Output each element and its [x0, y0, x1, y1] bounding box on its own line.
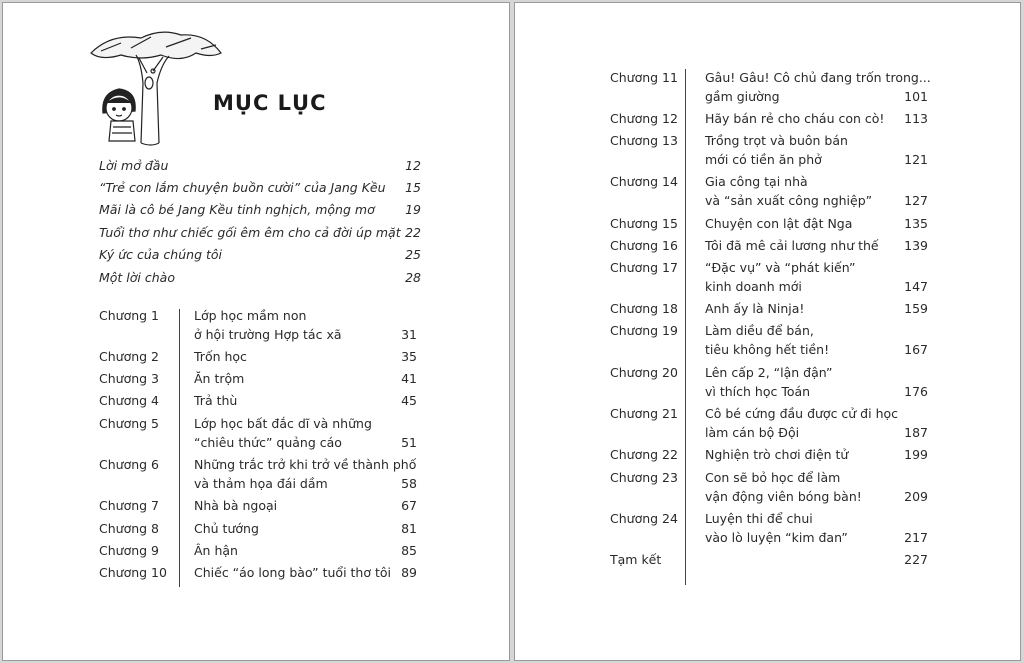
- chapter-label: Chương 2: [99, 349, 160, 364]
- chapter-title-line: Trốn học: [194, 349, 247, 364]
- chapter-title-line: Anh ấy là Ninja!: [705, 301, 805, 316]
- chapter-label: Chương 11: [610, 70, 678, 85]
- chapter-label: Chương 22: [610, 447, 678, 462]
- chapter-title-line: Chủ tướng: [194, 521, 259, 536]
- chapter-title-line: Ăn trộm: [194, 371, 245, 386]
- page-number: 22: [405, 225, 421, 240]
- page-number: 45: [401, 393, 417, 408]
- chapter-title-line: vì thích học Toán: [705, 384, 811, 399]
- chapter-label: Chương 1: [99, 308, 160, 323]
- page-number: 41: [401, 371, 417, 386]
- page-number: 51: [401, 435, 417, 450]
- chapter-label: Chương 13: [610, 133, 678, 148]
- chapter-title-line: ở hội trường Hợp tác xã: [194, 327, 342, 342]
- chapter-title-line: làm cán bộ Đội: [705, 425, 800, 440]
- chapter-label: Chương 16: [610, 238, 678, 253]
- chapter-label: Chương 8: [99, 521, 160, 536]
- chapter-title-line: Trồng trọt và buôn bán: [705, 133, 848, 148]
- page-number: 28: [405, 270, 421, 285]
- page-number: 15: [405, 180, 421, 195]
- page-number: 25: [405, 247, 421, 262]
- chapter-title-line: Luyện thi để chui: [705, 511, 813, 526]
- chapter-title-line: Làm diều để bán,: [705, 323, 814, 338]
- chapter-label: Chương 19: [610, 323, 678, 338]
- chapter-title-line: kinh doanh mới: [705, 279, 802, 294]
- chapter-title-line: Gia công tại nhà: [705, 174, 808, 189]
- chapter-label: Chương 12: [610, 111, 678, 126]
- page-number: 89: [401, 565, 417, 580]
- chapter-title-line: Chuyện con lật đật Nga: [705, 216, 853, 231]
- front-matter-title: “Trẻ con lắm chuyện buồn cười” của Jang Kều: [99, 180, 386, 195]
- chapter-label: Chương 7: [99, 498, 160, 513]
- page-number: 167: [904, 342, 928, 357]
- chapter-label: Chương 6: [99, 457, 160, 472]
- page-number: 127: [904, 193, 928, 208]
- page-number: 58: [401, 476, 417, 491]
- page-number: 12: [405, 158, 421, 173]
- front-matter-title: Ký ức của chúng tôi: [99, 247, 222, 262]
- chapter-title-line: và “sản xuất công nghiệp”: [705, 193, 873, 208]
- page-number: 187: [904, 425, 928, 440]
- chapter-title-line: Nghiện trò chơi điện tử: [705, 447, 849, 462]
- chapter-title-line: Lớp học mầm non: [194, 308, 307, 323]
- page-number: 121: [904, 152, 928, 167]
- page-number: 67: [401, 498, 417, 513]
- chapter-label: Chương 21: [610, 406, 678, 421]
- chapter-title-line: Trả thù: [194, 393, 238, 408]
- chapter-title-line: tiêu không hết tiền!: [705, 342, 830, 357]
- page-title: MỤC LỤC: [213, 91, 327, 115]
- column-divider: [179, 309, 180, 587]
- chapter-title-line: Chiếc “áo long bào” tuổi thơ tôi: [194, 565, 391, 580]
- front-matter-title: Lời mở đầu: [99, 158, 169, 173]
- chapter-label: Chương 17: [610, 260, 678, 275]
- tree-and-girl-illustration: [81, 23, 231, 153]
- chapter-label: Chương 10: [99, 565, 167, 580]
- chapter-title-line: Những trắc trở khi trở về thành phố: [194, 457, 417, 472]
- page-number: 209: [904, 489, 928, 504]
- page-number: 31: [401, 327, 417, 342]
- chapter-label: Chương 18: [610, 301, 678, 316]
- chapter-title-line: Tôi đã mê cải lương như thế: [705, 238, 879, 253]
- page-number: 113: [904, 111, 928, 126]
- front-matter-title: Một lời chào: [99, 270, 175, 285]
- chapter-label: Chương 3: [99, 371, 160, 386]
- chapter-title-line: và thảm họa đái dầm: [194, 476, 328, 491]
- chapter-label: Chương 14: [610, 174, 678, 189]
- chapter-title-line: Hãy bán rẻ cho cháu con cò!: [705, 111, 885, 126]
- chapter-title-line: mới có tiền ăn phở: [705, 152, 822, 167]
- chapter-title-line: vận động viên bóng bàn!: [705, 489, 862, 504]
- page-number: 81: [401, 521, 417, 536]
- page-number: 159: [904, 301, 928, 316]
- page-number: 19: [405, 202, 421, 217]
- chapter-label: Chương 20: [610, 365, 678, 380]
- chapter-label: Chương 4: [99, 393, 160, 408]
- chapter-label: Chương 24: [610, 511, 678, 526]
- chapter-title-line: Ân hận: [194, 543, 238, 558]
- page-number: 176: [904, 384, 928, 399]
- chapter-label: Chương 23: [610, 470, 678, 485]
- front-matter-title: Tuổi thơ như chiếc gối êm êm cho cả đời úp mặt: [99, 225, 401, 240]
- left-page: [2, 2, 510, 661]
- page-number: 101: [904, 89, 928, 104]
- page-number: 199: [904, 447, 928, 462]
- page-number: 35: [401, 349, 417, 364]
- chapter-title-line: vào lò luyện “kim đan”: [705, 530, 848, 545]
- chapter-title-line: Cô bé cứng đầu được cử đi học: [705, 406, 899, 421]
- front-matter-title: Mãi là cô bé Jang Kều tinh nghịch, mộng mơ: [99, 202, 375, 217]
- page-number: 217: [904, 530, 928, 545]
- column-divider: [685, 69, 686, 585]
- chapter-title-line: Lớp học bất đắc dĩ và những: [194, 416, 372, 431]
- chapter-label: Chương 15: [610, 216, 678, 231]
- page-number: 147: [904, 279, 928, 294]
- chapter-title-line: Gâu! Gâu! Cô chủ đang trốn trong...: [705, 70, 931, 85]
- chapter-label: Chương 5: [99, 416, 160, 431]
- page-number: 227: [904, 552, 928, 567]
- page-number: 85: [401, 543, 417, 558]
- chapter-title-line: Nhà bà ngoại: [194, 498, 278, 513]
- chapter-title-line: “chiêu thức” quảng cáo: [194, 435, 342, 450]
- page-number: 135: [904, 216, 928, 231]
- chapter-title-line: Lên cấp 2, “lận đận”: [705, 365, 833, 380]
- chapter-title-line: gầm giường: [705, 89, 780, 104]
- chapter-label: Chương 9: [99, 543, 160, 558]
- chapter-label: Tạm kết: [610, 552, 662, 567]
- chapter-title-line: “Đặc vụ” và “phát kiến”: [705, 260, 856, 275]
- chapter-title-line: Con sẽ bỏ học để làm: [705, 470, 841, 485]
- right-page: [514, 2, 1021, 661]
- page-number: 139: [904, 238, 928, 253]
